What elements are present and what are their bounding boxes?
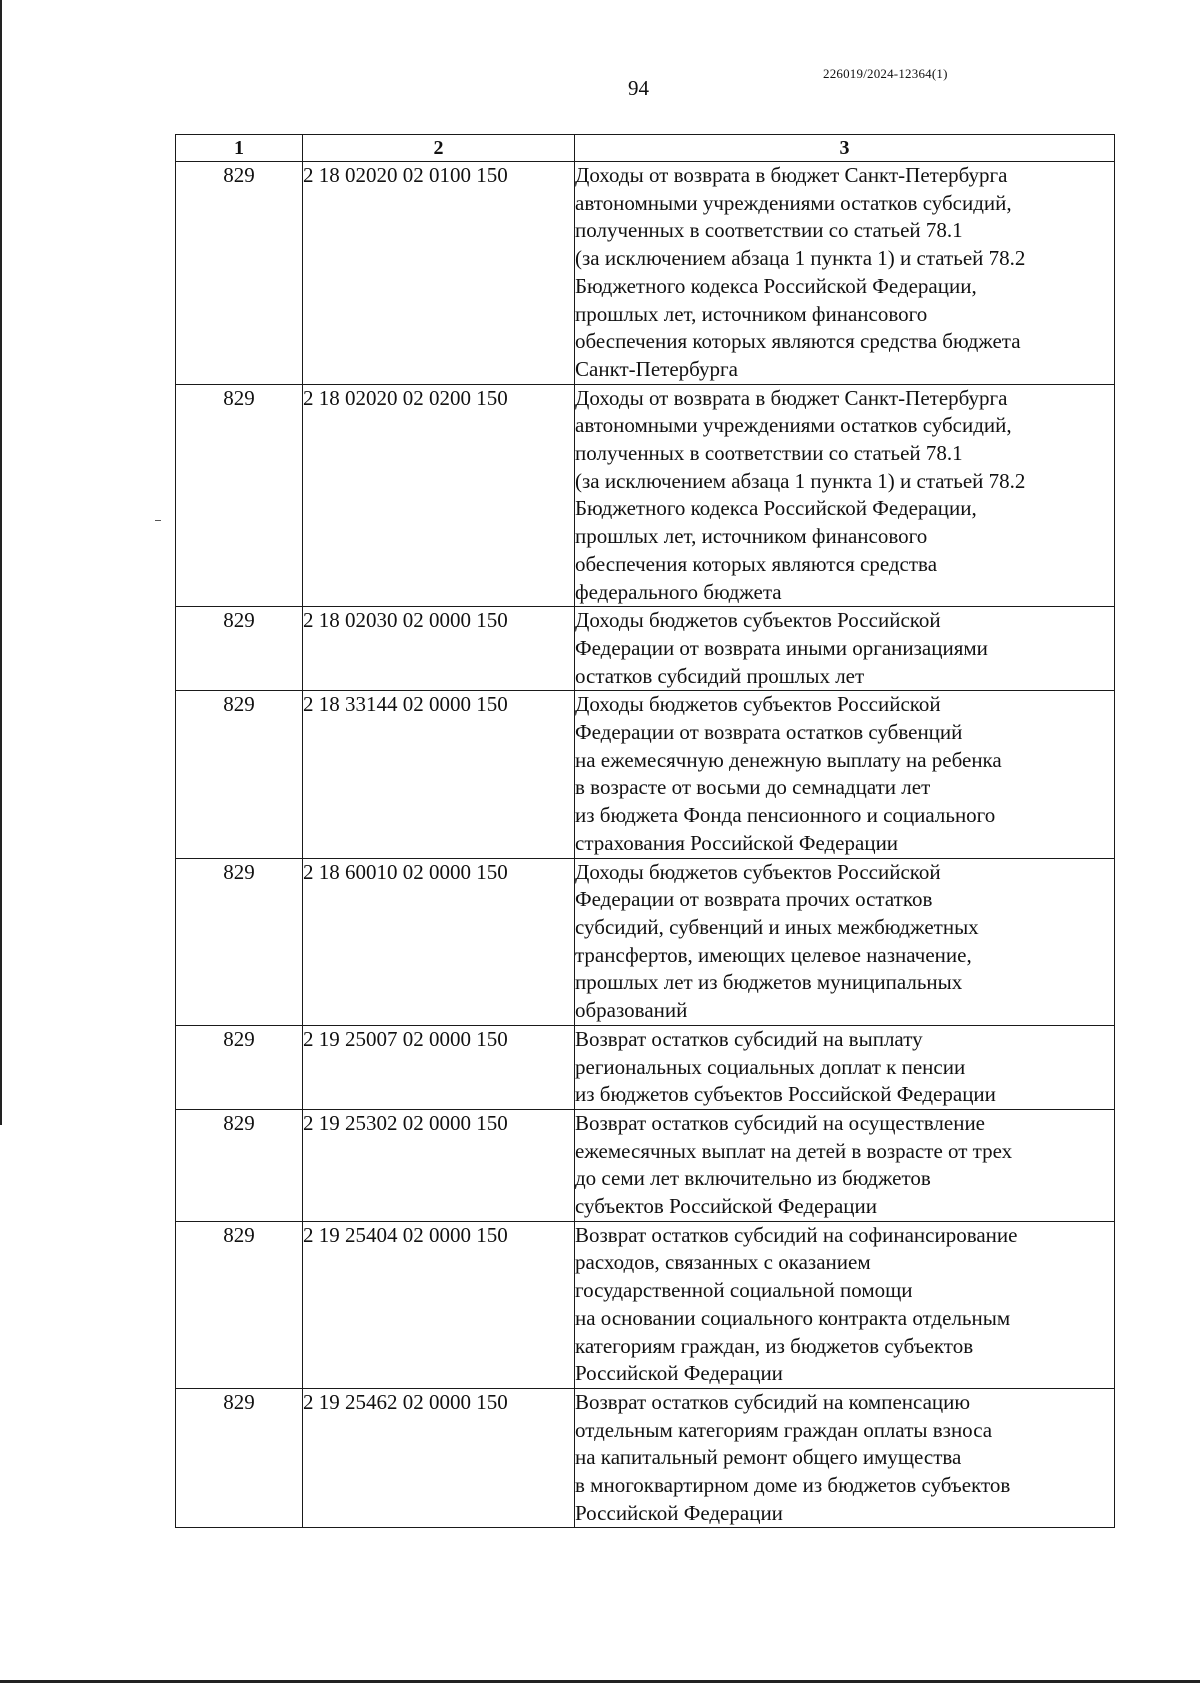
scan-speck	[155, 520, 161, 521]
description-line: федерального бюджета	[575, 579, 782, 604]
table-header-row	[176, 135, 1115, 162]
revenue-description-cell	[575, 691, 1115, 858]
revenue-description-cell	[575, 1025, 1115, 1109]
description-line: на ежемесячную денежную выплату на ребенка	[575, 747, 1002, 772]
admin-code-cell: 829	[176, 1388, 303, 1528]
admin-code-cell: 829	[176, 858, 303, 1025]
description-line: субсидий, субвенций и иных межбюджетных	[575, 914, 979, 939]
table-row	[176, 1025, 1115, 1109]
table-row	[176, 1388, 1115, 1528]
description-line: Доходы бюджетов субъектов Российской	[575, 608, 941, 633]
description-line: Федерации от возврата иными организациями	[575, 635, 988, 660]
description-line: прошлых лет, источником финансового	[575, 301, 928, 326]
description-line: Санкт-Петербурга	[575, 356, 738, 381]
description-line: из бюджета Фонда пенсионного и социального	[575, 803, 996, 828]
description-line: Бюджетного кодекса Российской Федерации,	[575, 273, 977, 298]
description-line: прошлых лет из бюджетов муниципальных	[575, 970, 963, 995]
description-line: (за исключением абзаца 1 пункта 1) и статьей 78.2	[575, 468, 1026, 493]
description-line: обеспечения которых являются средства	[575, 551, 938, 576]
description-line: Российской Федерации	[575, 1500, 783, 1525]
revenue-description-cell	[575, 1109, 1115, 1221]
description-line: образований	[575, 998, 688, 1023]
description-line: полученных в соответствии со статьей 78.1	[575, 441, 963, 466]
revenue-description-cell	[575, 858, 1115, 1025]
description-line: обеспечения которых являются средства бюджета	[575, 329, 1021, 354]
description-line: ежемесячных выплат на детей в возрасте от трех	[575, 1138, 1013, 1163]
budget-classification-code-cell: 2 19 25007 02 0000 150	[303, 1025, 575, 1109]
description-line: Российской Федерации	[575, 1361, 783, 1386]
description-line: автономными учреждениями остатков субсидий,	[575, 413, 1012, 438]
budget-classification-code-cell: 2 19 25462 02 0000 150	[303, 1388, 575, 1528]
document-registration-code: 226019/2024-12364(1)	[823, 66, 948, 81]
revenue-description-cell	[575, 1388, 1115, 1528]
description-line: расходов, связанных с оказанием	[575, 1250, 871, 1275]
budget-classification-code-cell: 2 18 02030 02 0000 150	[303, 607, 575, 691]
description-line: Бюджетного кодекса Российской Федерации,	[575, 496, 977, 521]
table-row	[176, 691, 1115, 858]
table-body	[176, 162, 1115, 1528]
description-line: Возврат остатков субсидий на софинансирование	[575, 1222, 1018, 1247]
table-row	[176, 384, 1115, 607]
description-line: отдельным категориям граждан оплаты взноса	[575, 1417, 993, 1442]
description-line: государственной социальной помощи	[575, 1278, 913, 1303]
admin-code-cell: 829	[176, 384, 303, 607]
admin-code-cell: 829	[176, 1221, 303, 1388]
description-line: Доходы бюджетов субъектов Российской	[575, 859, 941, 884]
description-line: страхования Российской Федерации	[575, 830, 899, 855]
column-header-1: 1	[176, 135, 303, 162]
column-header-3: 3	[575, 135, 1115, 162]
revenue-description-cell	[575, 607, 1115, 691]
budget-classification-code-cell: 2 18 33144 02 0000 150	[303, 691, 575, 858]
page-number: 94	[628, 76, 649, 100]
description-line: (за исключением абзаца 1 пункта 1) и статьей 78.2	[575, 246, 1026, 271]
description-line: автономными учреждениями остатков субсидий,	[575, 190, 1012, 215]
description-line: категориям граждан, из бюджетов субъектов	[575, 1333, 974, 1358]
budget-classification-code-cell: 2 18 02020 02 0200 150	[303, 384, 575, 607]
description-line: полученных в соответствии со статьей 78.1	[575, 218, 963, 243]
scan-edge-bottom	[0, 1680, 1200, 1683]
scan-edge-left	[0, 0, 2, 1125]
description-line: Доходы от возврата в бюджет Санкт-Петербурга	[575, 385, 1008, 410]
description-line: Федерации от возврата прочих остатков	[575, 887, 933, 912]
revenue-description-cell	[575, 162, 1115, 385]
table-row	[176, 1221, 1115, 1388]
description-line: трансфертов, имеющих целевое назначение,	[575, 942, 972, 967]
description-line: до семи лет включительно из бюджетов	[575, 1166, 931, 1191]
table-header	[176, 135, 1115, 162]
budget-classification-code-cell: 2 19 25404 02 0000 150	[303, 1221, 575, 1388]
admin-code-cell: 829	[176, 1109, 303, 1221]
description-line: прошлых лет, источником финансового	[575, 524, 928, 549]
description-line: в многоквартирном доме из бюджетов субъектов	[575, 1473, 1011, 1498]
description-line: из бюджетов субъектов Российской Федерации	[575, 1082, 996, 1107]
description-line: Возврат остатков субсидий на осуществление	[575, 1110, 986, 1135]
description-line: Возврат остатков субсидий на компенсацию	[575, 1389, 971, 1414]
description-line: Доходы бюджетов субъектов Российской	[575, 692, 941, 717]
description-line: региональных социальных доплат к пенсии	[575, 1054, 966, 1079]
budget-classification-code-cell: 2 18 60010 02 0000 150	[303, 858, 575, 1025]
revenue-description-cell	[575, 1221, 1115, 1388]
admin-code-cell: 829	[176, 1025, 303, 1109]
description-line: в возрасте от восьми до семнадцати лет	[575, 775, 931, 800]
table-row	[176, 1109, 1115, 1221]
budget-classification-code-cell: 2 19 25302 02 0000 150	[303, 1109, 575, 1221]
description-line: на основании социального контракта отдельным	[575, 1305, 1011, 1330]
description-line: на капитальный ремонт общего имущества	[575, 1445, 962, 1470]
table-row	[176, 858, 1115, 1025]
description-line: остатков субсидий прошлых лет	[575, 663, 865, 688]
revenue-description-cell	[575, 384, 1115, 607]
description-line: Доходы от возврата в бюджет Санкт-Петербурга	[575, 163, 1008, 187]
table-row	[176, 162, 1115, 385]
column-header-2: 2	[303, 135, 575, 162]
table-row	[176, 607, 1115, 691]
admin-code-cell: 829	[176, 691, 303, 858]
description-line: Возврат остатков субсидий на выплату	[575, 1026, 923, 1051]
budget-classification-code-cell: 2 18 02020 02 0100 150	[303, 162, 575, 385]
revenue-codes-table	[175, 134, 1115, 1528]
description-line: субъектов Российской Федерации	[575, 1194, 878, 1219]
admin-code-cell: 829	[176, 162, 303, 385]
description-line: Федерации от возврата остатков субвенций	[575, 720, 963, 745]
admin-code-cell: 829	[176, 607, 303, 691]
